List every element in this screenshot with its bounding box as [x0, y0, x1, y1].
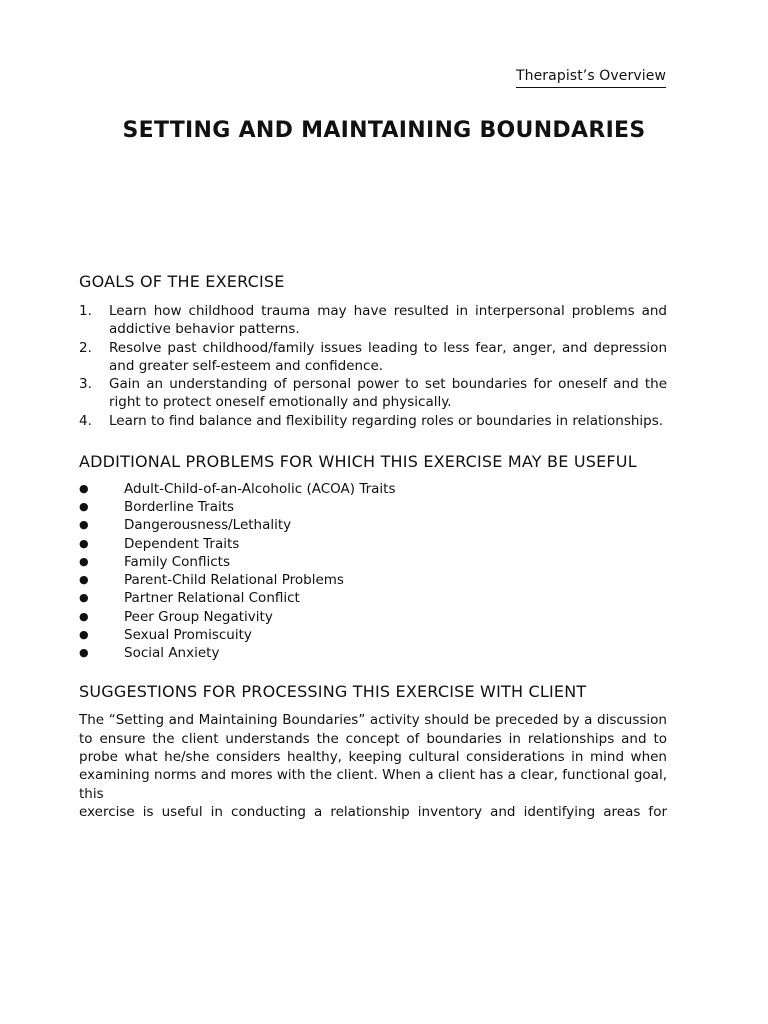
document-body — [79, 272, 667, 822]
additional-problems-heading: ADDITIONAL PROBLEMS FOR WHICH THIS EXERCISE MAY BE USEFUL — [79, 452, 637, 472]
problem-item — [79, 498, 667, 516]
goal-item — [79, 302, 667, 339]
goal-item — [79, 339, 667, 376]
problem-item — [79, 589, 667, 607]
bullet-icon: ● — [79, 591, 89, 605]
goal-number: 2. — [79, 339, 92, 356]
goal-text: Gain an understanding of personal power to set boundaries for oneself and the right to protect oneself emotionally and physically. — [109, 376, 667, 411]
bullet-icon: ● — [79, 573, 89, 587]
bullet-icon: ● — [79, 609, 89, 623]
bullet-icon: ● — [79, 536, 89, 550]
goal-text: Resolve past childhood/family issues leading to less fear, anger, and depression and greater self-esteem and confidence. — [109, 339, 667, 374]
problem-text: Peer Group Negativity — [124, 608, 273, 625]
problem-text: Dependent Traits — [124, 535, 240, 552]
additional-problems-list — [79, 480, 667, 662]
bullet-icon: ● — [79, 554, 89, 568]
problem-item — [79, 626, 667, 644]
suggestions-text-continued: exercise is useful in conducting a relationship inventory and identifying areas for — [79, 804, 667, 821]
goals-list — [79, 302, 667, 430]
goal-item — [79, 412, 667, 430]
therapist-overview-label: Therapist’s Overview — [516, 68, 666, 88]
problem-item — [79, 535, 667, 553]
suggestions-paragraph — [79, 711, 667, 821]
problem-text: Borderline Traits — [124, 499, 235, 516]
problem-text: Sexual Promiscuity — [124, 626, 252, 643]
suggestions-heading: SUGGESTIONS FOR PROCESSING THIS EXERCISE WITH CLIENT — [79, 682, 587, 702]
bullet-icon: ● — [79, 482, 89, 496]
problem-text: Family Conflicts — [124, 553, 230, 570]
problem-text: Social Anxiety — [124, 644, 220, 661]
bullet-icon: ● — [79, 627, 89, 641]
goal-number: 4. — [79, 412, 92, 429]
problem-item — [79, 480, 667, 498]
goal-text-line: addictive behavior patterns. — [109, 321, 300, 338]
problem-text: Parent-Child Relational Problems — [124, 572, 344, 589]
bullet-icon: ● — [79, 500, 89, 514]
problem-item — [79, 553, 667, 571]
problem-item — [79, 608, 667, 626]
goal-text — [109, 302, 667, 339]
goals-heading: GOALS OF THE EXERCISE — [79, 272, 285, 291]
page-title: SETTING AND MAINTAINING BOUNDARIES — [122, 118, 646, 143]
problem-text: Dangerousness/Lethality — [124, 517, 292, 534]
bullet-icon: ● — [79, 645, 89, 659]
bullet-icon: ● — [79, 518, 89, 532]
problem-item — [79, 516, 667, 534]
suggestions-text: The “Setting and Maintaining Boundaries” activity should be preceded by a discussion to ensure the client understands the concept of boundaries in relationships and to probe what he/she considers healthy, keeping cultural considerations in mind when examining norms and mores with the client. When a client has a clear, functional goal, this — [79, 712, 667, 802]
problem-item — [79, 571, 667, 589]
goal-text-line: Learn how childhood trauma may have resulted in interpersonal problems and — [109, 303, 667, 319]
problem-item — [79, 644, 667, 662]
problem-text: Adult-Child-of-an-Alcoholic (ACOA) Traits — [124, 481, 396, 498]
goal-number: 1. — [79, 303, 92, 319]
goal-number: 3. — [79, 376, 92, 393]
problem-text: Partner Relational Conflict — [124, 590, 300, 607]
goal-item — [79, 375, 667, 412]
goal-text: Learn to find balance and flexibility regarding roles or boundaries in relationships. — [109, 412, 664, 429]
